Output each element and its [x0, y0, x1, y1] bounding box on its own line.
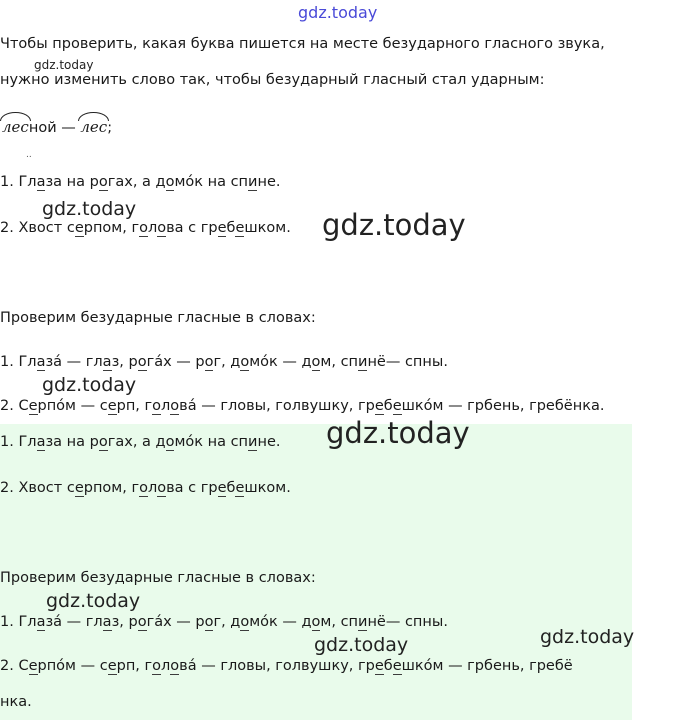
riddle-line-1: 1. Глаза на рогах, а домо́к на спине.: [0, 174, 281, 190]
check-line-2: 2. Серпо́м — серп, голова́ — гловы, голвушку, гребешко́м — грбень, гребёнка.: [0, 398, 605, 414]
example-suffix: ной: [28, 120, 57, 136]
answer-title: Проверим безударные гласные в словах:: [0, 570, 316, 586]
answer-check-line-2: 2. Серпо́м — серп, голова́ — гловы, голвушку, гребешко́м — грбень, гребё: [0, 658, 573, 674]
answer-check-line-1: 1. Глаза́ — глаз, рога́х — рог, домо́к — дом, спинё— спны.: [0, 614, 448, 630]
watermark-1: gdz.today: [42, 198, 137, 220]
check-title: Проверим безударные гласные в словах:: [0, 310, 316, 326]
example-dash: —: [56, 120, 81, 136]
intro-line-1: Чтобы проверить, какая буква пишется на месте безударного гласного звука,: [0, 36, 605, 52]
intro-line-2: нужно изменить слово так, чтобы безударный гласный стал ударным:: [0, 72, 545, 88]
watermark-4: gdz.today: [326, 416, 470, 450]
answer-riddle-line-2: 2. Хвост серпом, голова с гребешком.: [0, 480, 291, 496]
watermark-6: gdz.today: [314, 634, 409, 656]
answer-check-line-2-wrap: нка.: [0, 694, 32, 710]
watermark-3: gdz.today: [42, 374, 137, 396]
watermark-small: gdz.today: [34, 58, 94, 72]
root-mark-2: лес: [80, 118, 108, 136]
root-mark-1: лес: [2, 118, 29, 136]
watermark-2: gdz.today: [322, 208, 466, 242]
watermark-5: gdz.today: [46, 590, 141, 612]
root-example: [2, 118, 112, 136]
watermark-top: gdz.today: [298, 3, 378, 22]
check-line-1: 1. Глаза́ — глаз, рога́х — рог, домо́к — дом, спинё— спны.: [0, 354, 448, 370]
dots: ..: [26, 150, 32, 160]
example-tail: ;: [107, 120, 113, 136]
riddle-line-2: 2. Хвост серпом, голова с гребешком.: [0, 220, 291, 236]
watermark-7: gdz.today: [540, 626, 635, 648]
answer-riddle-line-1: 1. Глаза на рогах, а домо́к на спине.: [0, 434, 281, 450]
